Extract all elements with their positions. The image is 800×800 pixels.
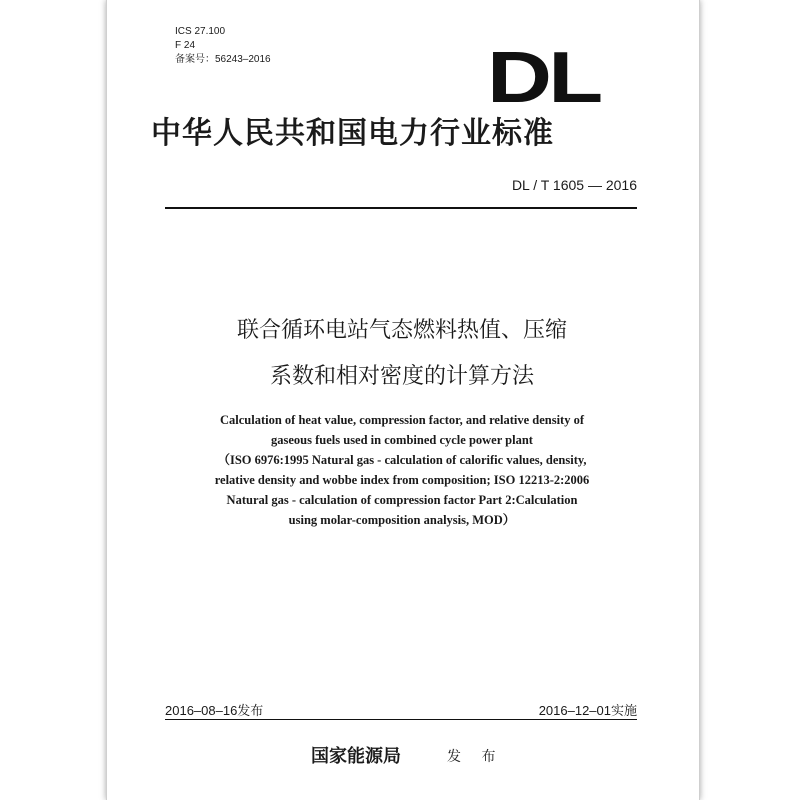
- dl-logo: DL: [487, 38, 600, 118]
- issue-date: 2016–08–16发布: [165, 703, 264, 718]
- standard-title: 中华人民共和国电力行业标准: [151, 116, 554, 151]
- english-title-line: relative density and wobbe index from composition; ISO 12213-2:2006: [214, 473, 590, 487]
- document-page: [106, 0, 700, 800]
- implementation-date: 2016–12–01实施: [538, 703, 637, 718]
- english-title: [167, 410, 637, 530]
- bottom-divider: [165, 719, 637, 720]
- top-divider: [165, 207, 637, 209]
- ics-code: ICS 27.100: [175, 26, 226, 37]
- chinese-title-line-2: 系数和相对密度的计算方法: [269, 364, 534, 389]
- standard-code: DL / T 1605 — 2016: [511, 177, 637, 193]
- english-title-line: using molar-composition analysis, MOD）: [288, 513, 516, 527]
- classification-code: F 24: [175, 40, 196, 51]
- english-title-line: Calculation of heat value, compression factor, and relative density of: [220, 413, 584, 427]
- publisher-name: 国家能源局: [311, 746, 401, 767]
- record-number: 备案号：56243–2016: [175, 54, 271, 65]
- chinese-title-line-1: 联合循环电站气态燃料热值、压缩: [236, 318, 567, 343]
- publish-label: 发 布: [447, 749, 504, 765]
- english-title-line: （ISO 6976:1995 Natural gas - calculation of calorific values, density,: [217, 453, 587, 467]
- english-title-line: Natural gas - calculation of compression factor Part 2:Calculation: [226, 493, 578, 507]
- english-title-line: gaseous fuels used in combined cycle power plant: [271, 433, 533, 447]
